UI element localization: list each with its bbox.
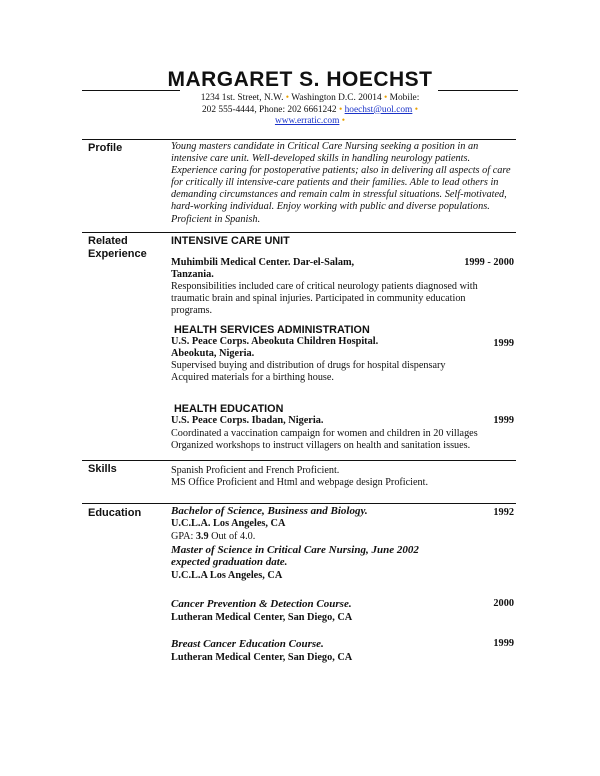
header-rule-right (438, 90, 518, 91)
description-line: programs. (171, 305, 213, 317)
bullet-separator: • (383, 93, 388, 103)
section-rule-skills (82, 460, 516, 461)
description-line: Supervised buying and distribution of drugs for hospital dispensary (171, 360, 446, 371)
education-course: Cancer Prevention & Detection Course. (171, 598, 352, 610)
experience-org: U.S. Peace Corps. Abeokuta Children Hospital. (171, 336, 379, 347)
degree-line: Master of Science in Critical Care Nursing, June 2002 (171, 544, 419, 556)
experience-org: Muhimbili Medical Center. Dar-el-Salam, (171, 257, 355, 268)
description-line: Acquired materials for a birthing house. (171, 372, 334, 384)
section-label-skills: Skills (88, 463, 117, 475)
description-line: Coordinated a vaccination campaign for women and children in 20 villages (171, 428, 478, 439)
bullet-separator: • (285, 93, 290, 103)
section-label-education: Education (88, 507, 142, 519)
education-degree: Bachelor of Science, Business and Biology. (171, 505, 368, 517)
education-course: Breast Cancer Education Course. (171, 638, 324, 650)
bullet-separator: • (414, 104, 418, 115)
education-degree (171, 544, 516, 568)
experience-description (171, 428, 516, 452)
mobile-label: Mobile: (389, 93, 420, 103)
degree-line: expected graduation date. (171, 556, 288, 569)
description-line: Responsibilities included care of critical neurology patients diagnosed with (171, 281, 478, 292)
education-school: U.C.L.A Los Angeles, CA (171, 570, 283, 581)
section-rule-profile (82, 139, 516, 140)
profile-text: Young masters candidate in Critical Care Nursing seeking a position in an intensive care unit. Well-developed skills in handling neurology patients. Experience caring for postoperative patients; also in delivering all aspects of care for critically ill intensive-care patients and their families. Able to lead others in demanding circumstances and remain calm in stressful situations. Self-motivated, hard-working individual. Enjoy working with public and diverse populations. Proficient in Spanish. (171, 141, 511, 225)
experience-heading: HEALTH EDUCATION (174, 403, 284, 415)
website-link[interactable]: www.erratic.com (274, 116, 340, 126)
resume-name: MARGARET S. HOECHST (167, 68, 433, 91)
experience-years: 1999 (493, 338, 514, 349)
section-rule-experience (82, 232, 516, 233)
address-street: 1234 1st. Street, N.W. (200, 93, 284, 103)
education-year: 1992 (493, 507, 514, 518)
section-label-line: Related (88, 235, 128, 247)
experience-description (171, 360, 516, 384)
section-label-experience (88, 235, 147, 260)
experience-years: 1999 (493, 415, 514, 426)
experience-org-location: Tanzania. (171, 269, 214, 280)
gpa-scale: Out of 4.0. (208, 531, 256, 542)
email-link[interactable]: hoechst@uol.com (344, 104, 413, 115)
experience-years: 1999 - 2000 (464, 257, 514, 268)
bullet-separator: • (341, 116, 346, 126)
education-school: Lutheran Medical Center, San Diego, CA (171, 652, 353, 663)
skill-line: Spanish Proficient and French Proficient. (171, 465, 340, 476)
contact-block (185, 93, 435, 128)
experience-heading: HEALTH SERVICES ADMINISTRATION (174, 324, 370, 336)
gpa-label: GPA: (171, 531, 196, 542)
education-year: 2000 (493, 598, 514, 609)
experience-org: U.S. Peace Corps. Ibadan, Nigeria. (171, 415, 324, 426)
address-city: Washington D.C. 20014 (291, 93, 382, 103)
experience-org-location: Abeokuta, Nigeria. (171, 348, 255, 359)
section-label-line: Experience (88, 247, 147, 260)
phone-numbers: 202 555-4444, Phone: 202 6661242 (201, 104, 337, 115)
experience-heading: INTENSIVE CARE UNIT (171, 235, 290, 247)
section-rule-education (82, 503, 516, 504)
section-label-profile: Profile (88, 142, 123, 154)
education-school: Lutheran Medical Center, San Diego, CA (171, 612, 353, 623)
education-school: U.C.L.A. Los Angeles, CA (171, 518, 286, 529)
bullet-separator: • (338, 104, 343, 115)
skills-list (171, 465, 516, 489)
gpa-value: 3.9 (195, 531, 209, 542)
header-rule-left (82, 90, 180, 91)
description-line: Organized workshops to instruct villagers on health and sanitation issues. (171, 440, 471, 452)
education-gpa (171, 531, 516, 543)
description-line: traumatic brain and spinal injuries. Participated in community education (171, 293, 466, 305)
education-year: 1999 (493, 638, 514, 649)
skill-line: MS Office Proficient and Html and webpage design Proficient. (171, 477, 428, 489)
experience-description (171, 281, 516, 317)
